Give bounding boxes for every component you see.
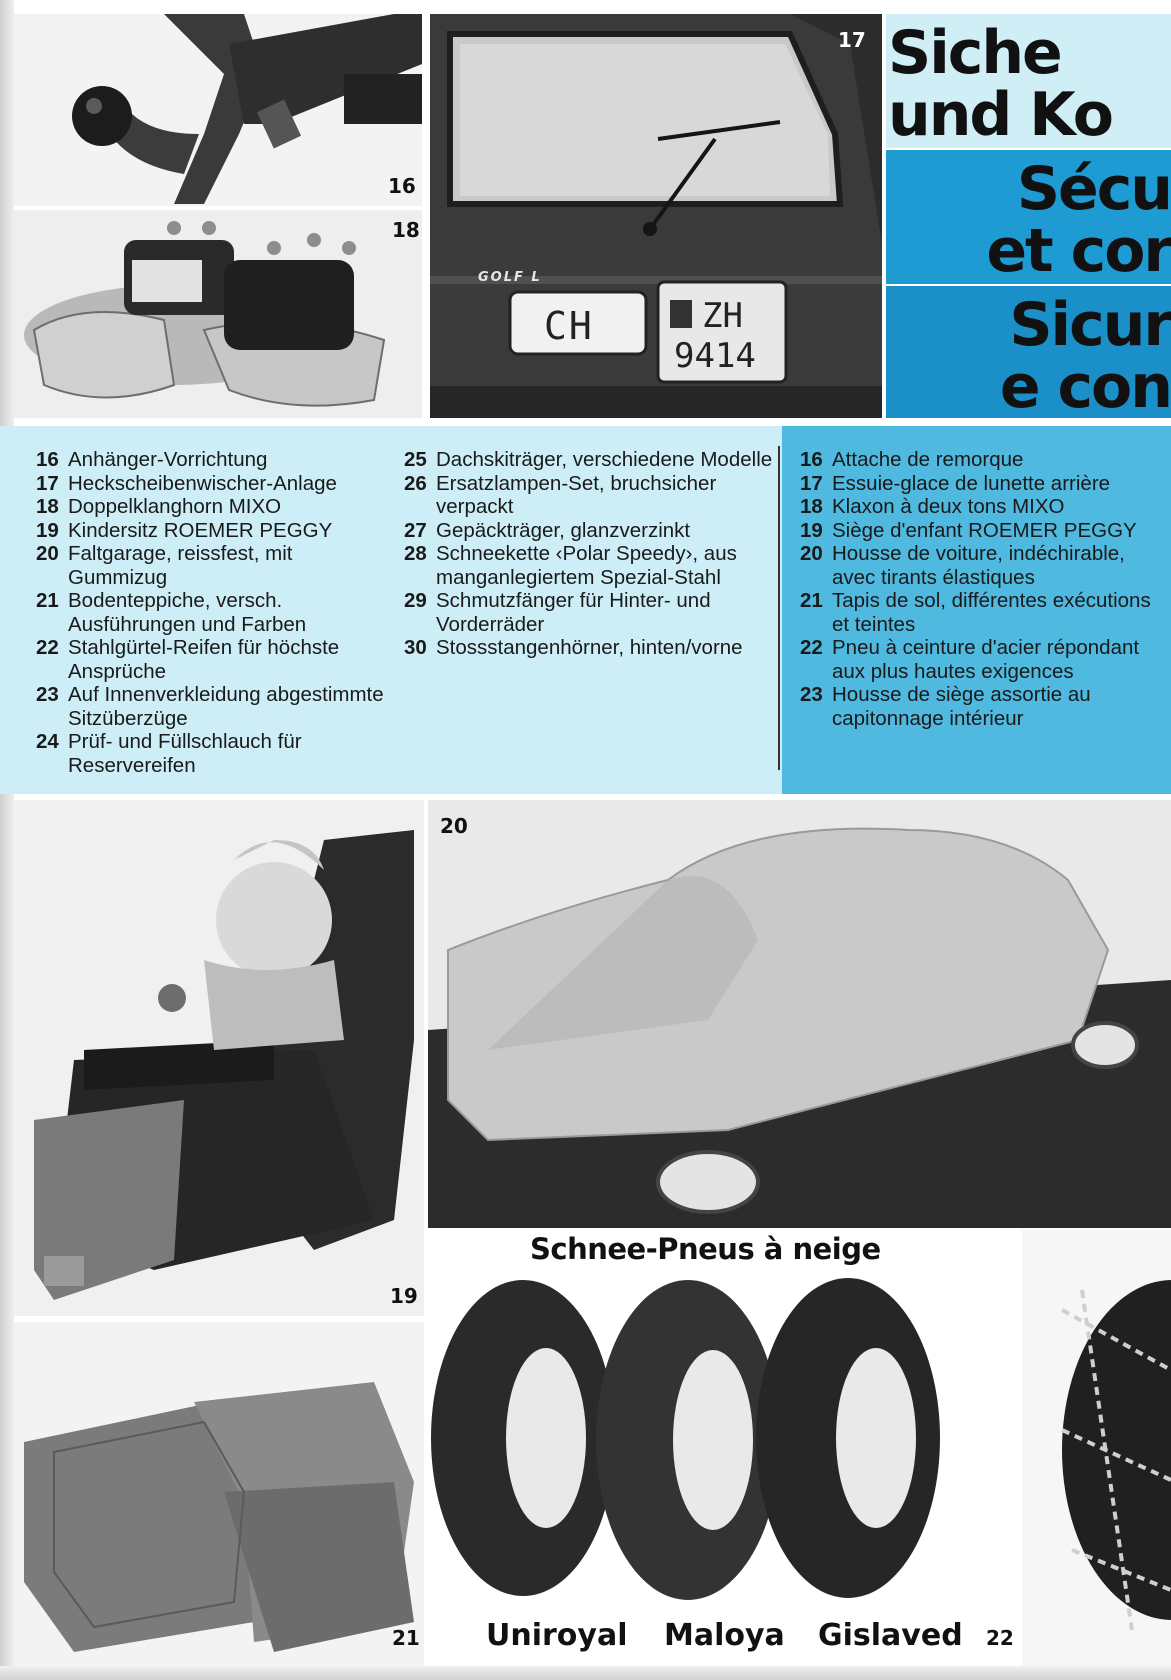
photo-car-cover [428,800,1171,1228]
floor-mats-illustration [14,1322,424,1666]
list-item: 19 Siège d'enfant ROEMER PEGGY [800,518,1137,542]
photo-number-16: 16 [388,174,416,198]
car-badge: GOLF L [478,270,542,285]
title-german [886,14,1171,148]
list-item: 20 Housse de voiture, indéchirable, avec tirants élastiques [800,542,1125,589]
list-item: 17 Heckscheibenwischer-Anlage [36,471,337,495]
plate-shield-icon [670,300,692,328]
photo-number-20: 20 [440,814,468,838]
list-item: 20 Faltgarage, reissfest, mit Gummizug [36,542,293,589]
list-item: 21 Tapis de sol, différentes exécutions et teintes [800,589,1151,636]
title-french-line-1: Sécu [1016,154,1171,224]
photo-rear-wiper [430,14,882,418]
title-german-line-1: Siche [888,18,1061,88]
list-item: 18 Doppelklanghorn MIXO [36,495,282,518]
photo-floor-mats [14,1322,424,1666]
tow-hitch-illustration [14,14,422,206]
horn-illustration [14,210,422,418]
list-item: 22 Pneu à ceinture d'acier répondant aux plus hautes exigences [800,636,1140,683]
title-italian-line-2: e con [999,352,1171,418]
title-italian [886,286,1171,418]
list-item: 21 Bodenteppiche, versch. Ausführungen und Farben [36,589,307,636]
list-item: 23 Housse de siège assortie au capitonnage intérieur [800,683,1091,730]
plate-country: CH [544,304,594,348]
photo-number-22: 22 [986,1626,1014,1650]
photo-horns [14,210,422,418]
title-german-line-2: und Ko [888,80,1112,148]
rear-wiper-illustration [430,14,882,418]
list-item: 25 Dachskiträger, verschiedene Modelle [404,448,773,471]
car-cover-illustration [428,800,1171,1228]
list-item: 19 Kindersitz ROEMER PEGGY [36,518,333,542]
snow-tires-illustration [428,1230,1018,1666]
list-item: 18 Klaxon à deux tons MIXO [800,495,1065,518]
list-item: 29 Schmutzfänger für Hinter- und Vorderräder [404,589,711,636]
tire-brand-maloya: Maloya [664,1618,785,1653]
list-item: 23 Auf Innenverkleidung abgestimmte Sitzüberzüge [36,683,384,730]
title-french [886,150,1171,284]
list-item: 28 Schneekette ‹Polar Speedy›, aus manganlegiertem Spezial-Stahl [404,542,737,589]
photo-child-seat [14,800,424,1316]
photo-number-19: 19 [390,1284,418,1308]
title-french-line-2: et cor [986,216,1171,284]
tire-brand-uniroyal: Uniroyal [486,1618,628,1653]
photo-number-18: 18 [392,218,420,242]
page-edge-bottom [0,1666,1171,1680]
list-item: 24 Prüf- und Füllschlauch für Reservereifen [36,730,302,777]
list-item: 16 Anhänger-Vorrichtung [36,448,268,471]
child-seat-illustration [14,800,424,1316]
photo-snow-tires [428,1230,1018,1666]
list-item: 26 Ersatzlampen-Set, bruchsicher verpackt [404,471,717,518]
tire-brand-gislaved: Gislaved [818,1618,963,1653]
page-edge-left [0,0,14,1680]
photo-number-17: 17 [838,28,866,52]
list-item: 27 Gepäckträger, glanzverzinkt [404,518,691,542]
plate-number: 9414 [674,336,756,376]
list-item: 16 Attache de remorque [800,448,1024,471]
plate-canton: ZH [702,296,743,336]
caption-list-german-1 [36,448,396,777]
photo-tow-hitch [14,14,422,206]
caption-divider [778,446,780,770]
caption-list-french [800,448,1170,730]
title-italian-line-1: Sicur [1009,290,1171,360]
photo-snow-chain [1022,1230,1171,1666]
list-item: 22 Stahlgürtel-Reifen für höchste Ansprüche [36,636,340,683]
snow-chain-illustration [1022,1230,1171,1666]
snow-tires-heading: Schnee-Pneus à neige [530,1232,881,1266]
list-item: 30 Stossstangenhörner, hinten/vorne [404,636,743,659]
photo-number-21: 21 [392,1626,420,1650]
caption-list-german-2 [404,448,774,660]
list-item: 17 Essuie-glace de lunette arrière [800,471,1111,495]
